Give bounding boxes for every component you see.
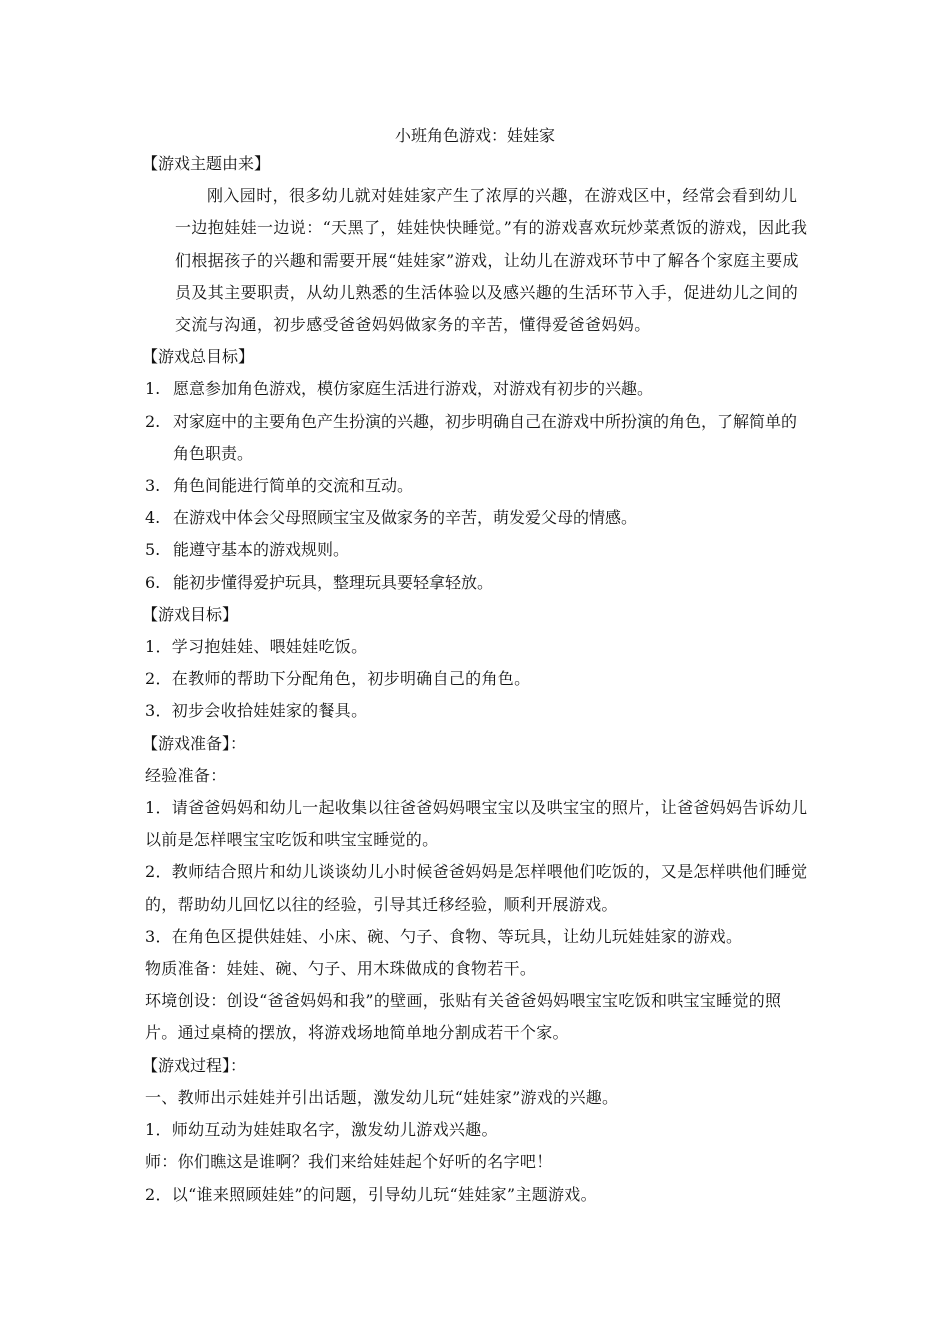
- overall-goal-number: 4.: [145, 508, 161, 528]
- overall-goal-item: [145, 406, 810, 470]
- process-line: 师：你们瞧这是谁啊？我们来给娃娃起个好听的名字吧！: [145, 1152, 553, 1172]
- overall-goal-item: [145, 567, 810, 599]
- overall-goal-text: 对家庭中的主要角色产生扮演的兴趣，初步明确自己在游戏中所扮演的角色，了解简单的角色职责。: [173, 411, 798, 463]
- overall-goal-item: [145, 373, 810, 405]
- experience-item: 3．在角色区提供娃娃、小床、碗、勺子、食物、等玩具，让幼儿玩娃娃家的游戏。: [145, 926, 743, 946]
- goal-item: 3．初步会收拾娃娃家的餐具。: [145, 701, 368, 721]
- section-heading-preparation: 【游戏准备】：: [142, 733, 247, 753]
- overall-goal-item: [145, 534, 810, 566]
- process-line: 一、教师出示娃娃并引出话题，激发幼儿玩“娃娃家”游戏的兴趣。: [145, 1087, 619, 1107]
- document-title: 小班角色游戏：娃娃家: [394, 126, 555, 145]
- experience-item: 2．教师结合照片和幼儿谈谈幼儿小时候爸爸妈妈是怎样喂他们吃饭的，又是怎样哄他们睡觉的，帮助幼儿回忆以往的经验，引导其迁移经验，顺利开展游戏。: [145, 862, 808, 914]
- section-heading-process: 【游戏过程】：: [142, 1055, 247, 1075]
- section-heading-goals: 【游戏目标】: [142, 604, 239, 624]
- overall-goal-text: 角色间能进行简单的交流和互动。: [173, 476, 414, 496]
- overall-goal-item: [145, 502, 810, 534]
- environment-setup: 环境创设：创设“爸爸妈妈和我”的壁画，张贴有关爸爸妈妈喂宝宝吃饭和哄宝宝睡觉的照片。通过桌椅的摆放，将游戏场地简单地分割成若干个家。: [145, 991, 782, 1043]
- overall-goal-text: 能初步懂得爱护玩具，整理玩具要轻拿轻放。: [173, 572, 494, 592]
- overall-goal-text: 能遵守基本的游戏规则。: [173, 540, 350, 560]
- process-line: 1．师幼互动为娃娃取名字，激发幼儿游戏兴趣。: [145, 1120, 498, 1140]
- overall-goal-number: 5.: [145, 540, 161, 560]
- experience-label: 经验准备：: [145, 765, 227, 785]
- overall-goal-number: 2.: [145, 411, 161, 431]
- origin-paragraph: 刚入园时，很多幼儿就对娃娃家产生了浓厚的兴趣，在游戏区中，经常会看到幼儿一边抱娃娃一边说：“天黑了，娃娃快快睡觉。”有的游戏喜欢玩炒菜煮饭的游戏，因此我们根据孩子的兴趣和需要开展“娃娃家”游戏，让幼儿在游戏环节中了解各个家庭主要成员及其主要职责，从幼儿熟悉的生活体验以及感兴趣的生活环节入手，促进幼儿之间的交流与沟通，初步感受爸爸妈妈做家务的辛苦，懂得爱爸爸妈妈。: [175, 186, 808, 335]
- section-heading-origin: 【游戏主题由来】: [142, 154, 271, 173]
- experience-item: 1．请爸爸妈妈和幼儿一起收集以往爸爸妈妈喂宝宝以及哄宝宝的照片，让爸爸妈妈告诉幼儿以前是怎样喂宝宝吃饭和哄宝宝睡觉的。: [145, 798, 808, 850]
- process-line: 2．以“谁来照顾娃娃”的问题，引导幼儿玩“娃娃家”主题游戏。: [145, 1184, 597, 1204]
- materials-preparation: 物质准备：娃娃、碗、勺子、用木珠做成的食物若干。: [145, 959, 537, 979]
- overall-goal-number: 6.: [145, 572, 161, 592]
- overall-goal-text: 愿意参加角色游戏，模仿家庭生活进行游戏，对游戏有初步的兴趣。: [173, 379, 654, 399]
- section-heading-overall-goals: 【游戏总目标】: [142, 347, 255, 367]
- overall-goal-number: 3.: [145, 476, 161, 496]
- overall-goal-number: 1.: [145, 379, 161, 399]
- overall-goal-text: 在游戏中体会父母照顾宝宝及做家务的辛苦，萌发爱父母的情感。: [173, 508, 638, 528]
- overall-goal-item: [145, 470, 810, 502]
- goal-item: 2．在教师的帮助下分配角色，初步明确自己的角色。: [145, 669, 531, 689]
- goal-item: 1．学习抱娃娃、喂娃娃吃饭。: [145, 637, 368, 657]
- document-body: [142, 148, 810, 1211]
